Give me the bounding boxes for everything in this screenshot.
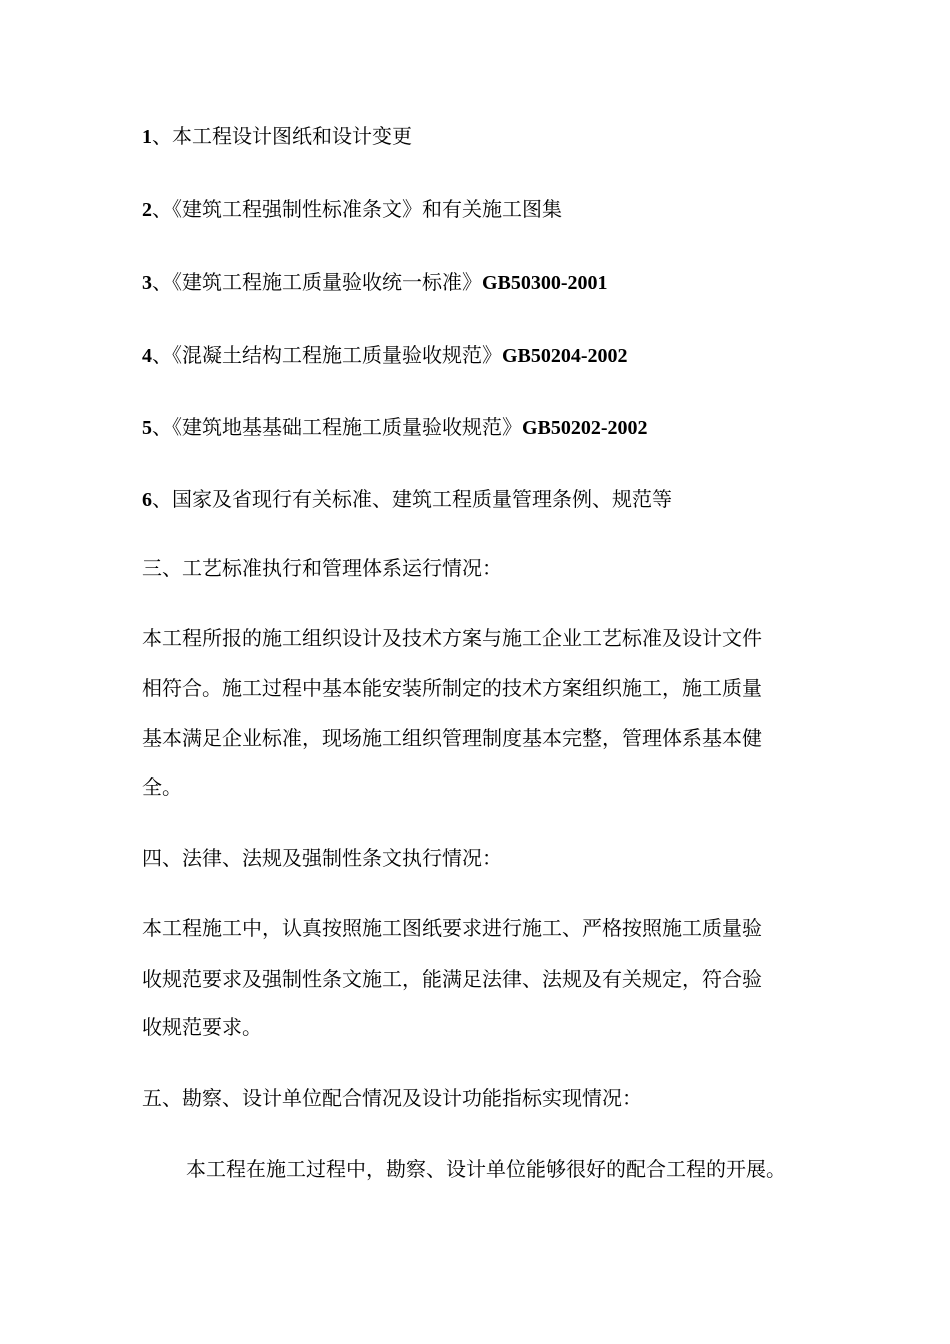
section-3-line-3: 基本满足企业标准，现场施工组织管理制度基本完整，管理体系基本健 [142, 726, 762, 750]
reference-number: 4 [142, 345, 152, 367]
reference-text: 、国家及省现行有关标准、建筑工程质量管理条例、规范等 [152, 487, 672, 511]
section-5-line-1: 本工程在施工过程中，勘察、设计单位能够很好的配合工程的开展。 [186, 1157, 786, 1181]
standard-code: GB50300-2001 [482, 272, 608, 294]
reference-item-1 [142, 123, 412, 150]
section-5-heading: 五、勘察、设计单位配合情况及设计功能指标实现情况： [142, 1086, 642, 1110]
reference-text: 、本工程设计图纸和设计变更 [152, 124, 412, 148]
reference-number: 3 [142, 272, 152, 294]
reference-number: 2 [142, 199, 152, 221]
reference-text: 、《建筑工程强制性标准条文》和有关施工图集 [152, 197, 562, 221]
section-4-line-1: 本工程施工中，认真按照施工图纸要求进行施工、严格按照施工质量验 [142, 916, 762, 940]
reference-item-3 [142, 269, 608, 296]
reference-item-4 [142, 342, 628, 369]
section-3-line-4: 全。 [142, 775, 182, 799]
reference-number: 6 [142, 489, 152, 511]
section-4-line-3: 收规范要求。 [142, 1015, 262, 1039]
reference-text: 、《建筑地基基础工程施工质量验收规范》 [152, 415, 522, 439]
reference-text: 、《建筑工程施工质量验收统一标准》 [152, 270, 482, 294]
reference-item-2 [142, 196, 562, 223]
reference-number: 5 [142, 417, 152, 439]
reference-text: 、《混凝土结构工程施工质量验收规范》 [152, 343, 502, 367]
reference-number: 1 [142, 126, 152, 148]
section-4-heading: 四、法律、法规及强制性条文执行情况： [142, 846, 502, 870]
standard-code: GB50202-2002 [522, 417, 648, 439]
section-3-line-1: 本工程所报的施工组织设计及技术方案与施工企业工艺标准及设计文件 [142, 626, 762, 650]
reference-item-6 [142, 486, 672, 513]
section-4-line-2: 收规范要求及强制性条文施工，能满足法律、法规及有关规定，符合验 [142, 967, 762, 991]
section-3-heading: 三、工艺标准执行和管理体系运行情况： [142, 556, 502, 580]
section-3-line-2: 相符合。施工过程中基本能安装所制定的技术方案组织施工，施工质量 [142, 676, 762, 700]
reference-item-5 [142, 414, 648, 441]
standard-code: GB50204-2002 [502, 345, 628, 367]
